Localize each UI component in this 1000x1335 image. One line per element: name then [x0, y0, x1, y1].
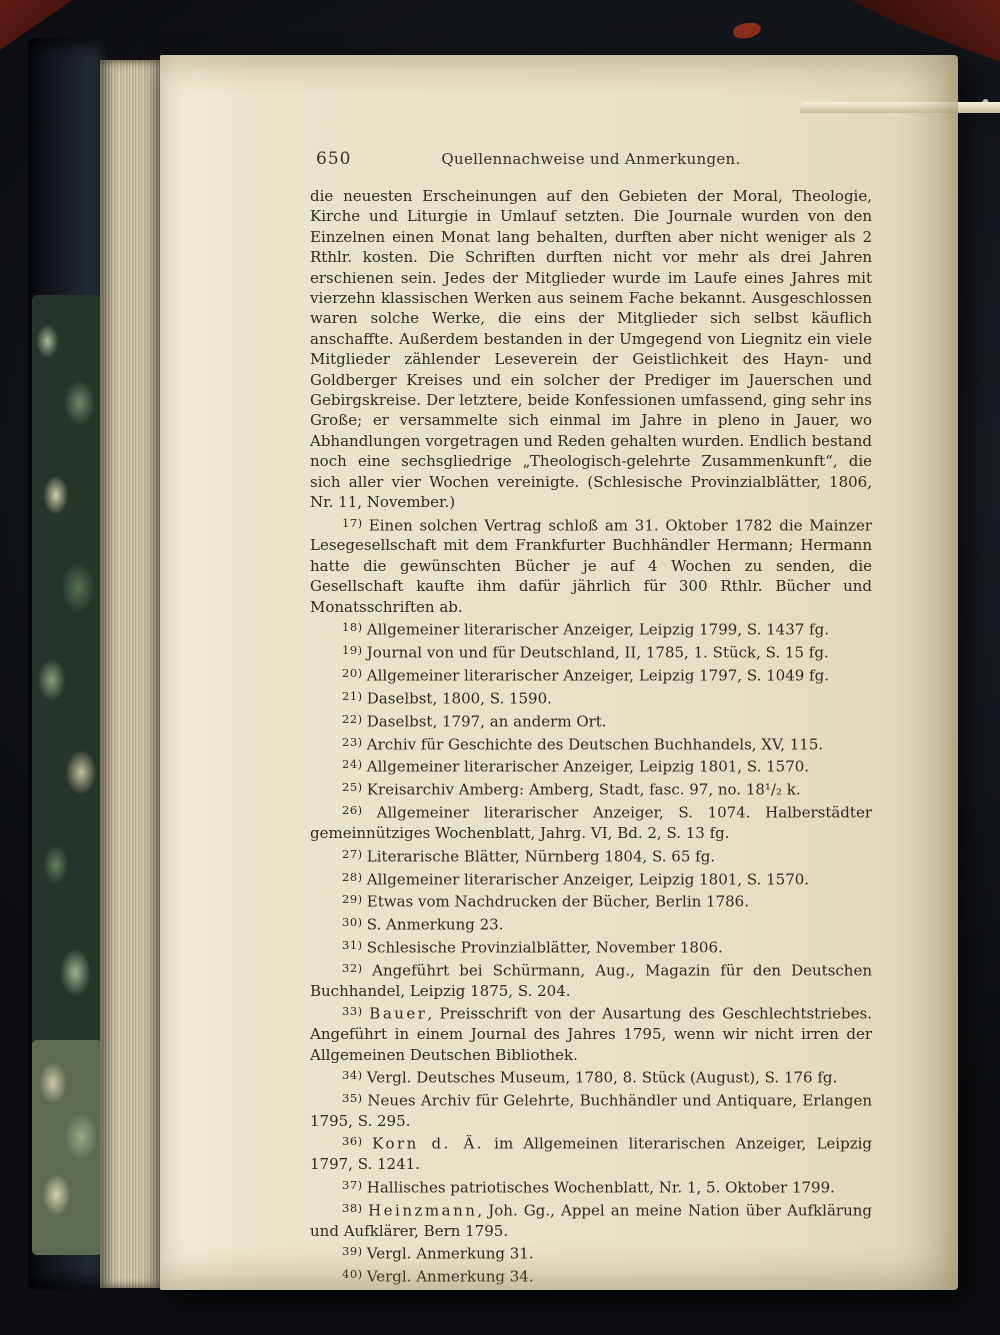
footnote: $^{37)}$ Hallisches patriotisches Wochenblatt, Nr. 1, 5. Oktober 1799.	[342, 1177, 835, 1197]
footnote-number: 31)	[342, 938, 367, 953]
footnote: $^{29)}$ Etwas vom Nachdrucken der Bücher, Berlin 1786.	[342, 892, 749, 911]
footnote: $^{23)}$ Archiv für Geschichte des Deutschen Buchhandels, XV, 115.	[342, 734, 824, 754]
footnote: $^{21)}$ Daselbst, 1800, S. 1590.	[342, 688, 552, 708]
footnote-number: 32)	[342, 961, 373, 976]
footnote-number: 20)	[342, 665, 367, 680]
footnote-number: 25)	[342, 780, 367, 795]
footnote-number: 37)	[342, 1177, 367, 1192]
footnote: $^{34)}$ Vergl. Deutsches Museum, 1780, 8. Stück (August), S. 176 fg.	[342, 1068, 838, 1087]
footnote-spaced-name: Bauer	[369, 1004, 428, 1023]
footnote: $^{38)}$ Heinzmann, Joh. Gg., Appel an meine Nation über Aufklärung und Aufklärer, Bern 1795.	[310, 1200, 872, 1240]
page-top-edge	[800, 102, 1000, 113]
footnote: $^{17)}$ Einen solchen Vertrag schloß am 31. Oktober 1782 die Mainzer Lesegesellschaft mit dem Frankfurter Buchhändler Hermann; Hermann hatte die gewünschten Bücher je auf 4 Wochen zu senden, die Gesellschaft kaufte ihm dafür jährlich für 300 Rthlr. Bücher und Monatsschriften ab.	[310, 515, 872, 616]
footnote: $^{28)}$ Allgemeiner literarischer Anzeiger, Leipzig 1801, S. 1570.	[342, 869, 810, 888]
page-text-block	[310, 149, 872, 1287]
footnote-number: 23)	[342, 734, 367, 749]
running-head-row	[310, 149, 872, 171]
footnote: $^{36)}$ Korn d. Ä. im Allgemeinen literarischen Anzeiger, Leipzig 1797, S. 1241.	[310, 1134, 872, 1174]
footnote-number: 24)	[342, 757, 367, 772]
footnote: $^{40)}$ Vergl. Anmerkung 34.	[342, 1266, 534, 1286]
footnote-number: 21)	[342, 688, 367, 703]
footnote: $^{31)}$ Schlesische Provinzialblätter, November 1806.	[342, 938, 723, 957]
footnote-number: 27)	[342, 846, 367, 861]
footnote: $^{18)}$ Allgemeiner literarischer Anzeiger, Leipzig 1799, S. 1437 fg.	[342, 620, 829, 639]
book-corner-top-right	[850, 0, 1000, 62]
book-page	[160, 55, 958, 1290]
footnote-number: 33)	[342, 1004, 370, 1019]
footnote: $^{24)}$ Allgemeiner literarischer Anzeiger, Leipzig 1801, S. 1570.	[342, 757, 810, 776]
footnote-number: 29)	[342, 892, 367, 907]
footnote-number: 22)	[342, 711, 367, 726]
footnote-number: 19)	[342, 642, 367, 657]
footnote: $^{27)}$ Literarische Blätter, Nürnberg 1804, S. 65 fg.	[342, 846, 716, 866]
footnote: $^{26)}$ Allgemeiner literarischer Anzeiger, S. 1074. Halberstädter gemeinnütziges Wochenblatt, Jahrg. VI, Bd. 2, S. 13 fg.	[310, 803, 872, 843]
footnote-number: 26)	[342, 803, 377, 818]
footnote-spaced-name: Heinzmann	[368, 1201, 478, 1220]
red-leather-fleck	[732, 20, 763, 41]
footnote: $^{25)}$ Kreisarchiv Amberg: Amberg, Stadt, fasc. 97, no. 18¹/₂ k.	[342, 780, 801, 799]
footnote: $^{32)}$ Angeführt bei Schürmann, Aug., Magazin für den Deutschen Buchhandel, Leipzig 1875, S. 204.	[310, 961, 872, 1001]
footnote-number: 36)	[342, 1134, 373, 1149]
footnote-number: 40)	[342, 1266, 367, 1281]
footnote: $^{22)}$ Daselbst, 1797, an anderm Ort.	[342, 711, 607, 731]
footnote-number: 35)	[342, 1091, 368, 1106]
footnote-number: 30)	[342, 915, 367, 930]
footnote-number: 39)	[342, 1243, 367, 1258]
marbled-paper-bottom	[32, 1040, 102, 1255]
footnote-spaced-name: Korn d. Ä.	[372, 1134, 485, 1153]
page-number: 650	[316, 149, 352, 169]
footnote-number: 17)	[342, 515, 369, 530]
footnote: $^{33)}$ Bauer, Preisschrift von der Ausartung des Geschlechtstriebes. Angeführt in einem Journal des Jahres 1795, wenn wir nicht irren der Allgemeinen Deutschen Bibliothek.	[310, 1004, 873, 1064]
footnote-number: 34)	[342, 1068, 367, 1083]
running-header: Quellennachweise und Anmerkungen.	[441, 150, 741, 168]
footnote-number: 18)	[342, 620, 367, 635]
footnote-number: 28)	[342, 869, 367, 884]
footnote-list	[310, 513, 872, 1287]
footnote: $^{30)}$ S. Anmerkung 23.	[342, 915, 504, 934]
footnote: $^{35)}$ Neues Archiv für Gelehrte, Buchhändler und Antiquare, Erlangen 1795, S. 295.	[310, 1091, 873, 1130]
intro-paragraph: die neuesten Erscheinungen auf den Gebieten der Moral, Theologie, Kirche und Liturgie in Umlauf setzten. Die Journale wurden von den Einzelnen einen Monat lang behalten, durften aber nicht weniger als 2 Rthlr. kosten. Die Schriften durften nicht vor mehr als drei Jahren erschienen sein. Jedes der Mitglieder wurde im Laufe eines Jahres mit vierzehn klassischen Werken aus seinem Fache bekannt. Ausgeschlossen waren solche Werke, die eins der Mitglieder sich selbst käuflich anschaffte. Außerdem bestanden in der Umgegend von Liegnitz ein viele Mitglieder zählender Leseverein der Geistlichkeit des Hayn- und Goldberger Kreises und ein solcher der Prediger im Jauerschen und Gebirgskreise. Der letztere, beide Konfessionen umfassend, ging sehr ins Große; er versammelte sich einmal im Jahre in pleno in Jauer, wo Abhandlungen vorgetragen und Reden gehalten wurden. Endlich bestand noch eine sechsgliedrige „Theologisch-gelehrte Zusammenkunft“, die sich aller vier Wochen vereinigte. (Schlesische Provinzialblätter, 1806, Nr. 11, November.)	[310, 187, 872, 512]
footnote: $^{20)}$ Allgemeiner literarischer Anzeiger, Leipzig 1797, S. 1049 fg.	[342, 665, 829, 685]
page-stack-edge	[100, 60, 162, 1288]
footnote: $^{39)}$ Vergl. Anmerkung 31.	[342, 1243, 534, 1263]
marbled-paper	[32, 295, 102, 1065]
footnote: $^{19)}$ Journal von und für Deutschland, II, 1785, 1. Stück, S. 15 fg.	[342, 642, 829, 662]
footnote-number: 38)	[342, 1200, 369, 1215]
